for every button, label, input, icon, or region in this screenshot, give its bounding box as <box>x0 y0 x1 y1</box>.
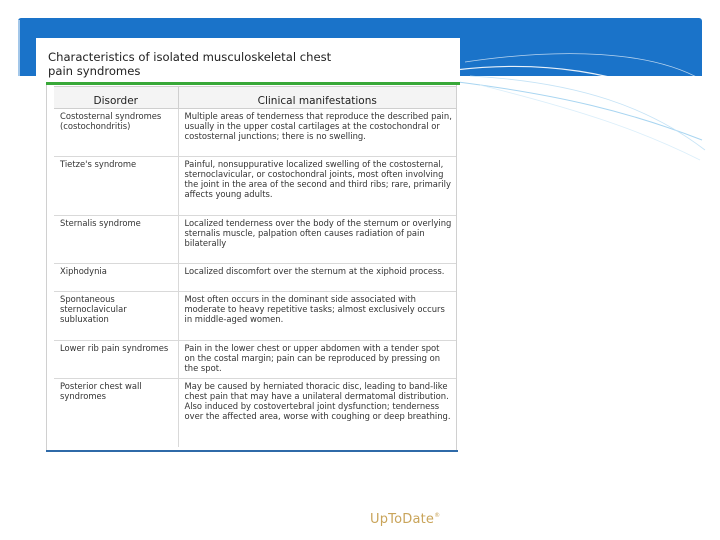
disorder-cell: Lower rib pain syndromes <box>54 341 178 379</box>
table-row <box>54 216 456 264</box>
slide-header-edge <box>18 20 20 78</box>
uptodate-logo <box>370 512 440 527</box>
registered-mark: ® <box>434 512 441 519</box>
disorder-cell: Xiphodynia <box>54 264 178 292</box>
column-header-manifestations: Clinical manifestations <box>178 87 456 109</box>
disorder-cell: Posterior chest wall syndromes <box>60 381 142 401</box>
table-header-row <box>54 87 456 109</box>
document-title-line-1: Characteristics of isolated musculoskeletal chest <box>48 50 332 64</box>
table-left-border <box>46 85 47 451</box>
document-title-line-2: pain syndromes <box>48 64 141 78</box>
table-row <box>54 292 456 341</box>
title-rule <box>46 82 460 85</box>
manifestation-cell: Multiple areas of tenderness that reproduce the described pain, usually in the upper costal cartilages at the costochondral or costosternal junctions; there is no swelling. <box>178 109 456 157</box>
table-row <box>54 264 456 292</box>
table-row <box>54 379 456 447</box>
table-bottom-rule <box>46 450 458 452</box>
manifestation-cell: May be caused by herniated thoracic disc, leading to band-like chest pain that may have a unilateral dermatomal distribution. Also induced by costovertebral joint dysfunction; tenderness over the affected area, worse with coughing or deep breathing. <box>178 379 456 447</box>
disorder-cell: Costosternal syndromes (costochondritis) <box>54 109 178 157</box>
syndromes-table <box>54 86 456 447</box>
logo-text: UpToDate <box>370 512 435 527</box>
table-row <box>54 341 456 379</box>
disorder-cell: Spontaneous sternoclavicular subluxation <box>54 292 178 341</box>
disorder-cell: Sternalis syndrome <box>54 216 178 264</box>
document-panel <box>36 38 460 456</box>
table-row <box>54 157 456 216</box>
manifestation-cell: Most often occurs in the dominant side associated with moderate to heavy repetitive tasks; almost exclusively occurs in middle-aged women. <box>178 292 456 341</box>
table-right-border <box>456 85 457 451</box>
manifestation-cell: Pain in the lower chest or upper abdomen with a tender spot on the costal margin; pain can be reproduced by pressing on the spot. <box>178 341 456 379</box>
table-row <box>54 109 456 157</box>
manifestation-cell: Painful, nonsuppurative localized swelling of the costosternal, sternoclavicular, or costochondral joints, most often involving the joint in the area of the second and third ribs; rare, primarily affects young adults. <box>178 157 456 216</box>
document-title <box>48 50 428 78</box>
column-header-disorder: Disorder <box>54 87 178 109</box>
disorder-cell: Tietze's syndrome <box>54 157 178 216</box>
manifestation-cell: Localized tenderness over the body of the sternum or overlying sternalis muscle, palpation often causes radiation of pain bilaterally <box>178 216 456 264</box>
manifestation-cell: Localized discomfort over the sternum at the xiphoid process. <box>178 264 456 292</box>
